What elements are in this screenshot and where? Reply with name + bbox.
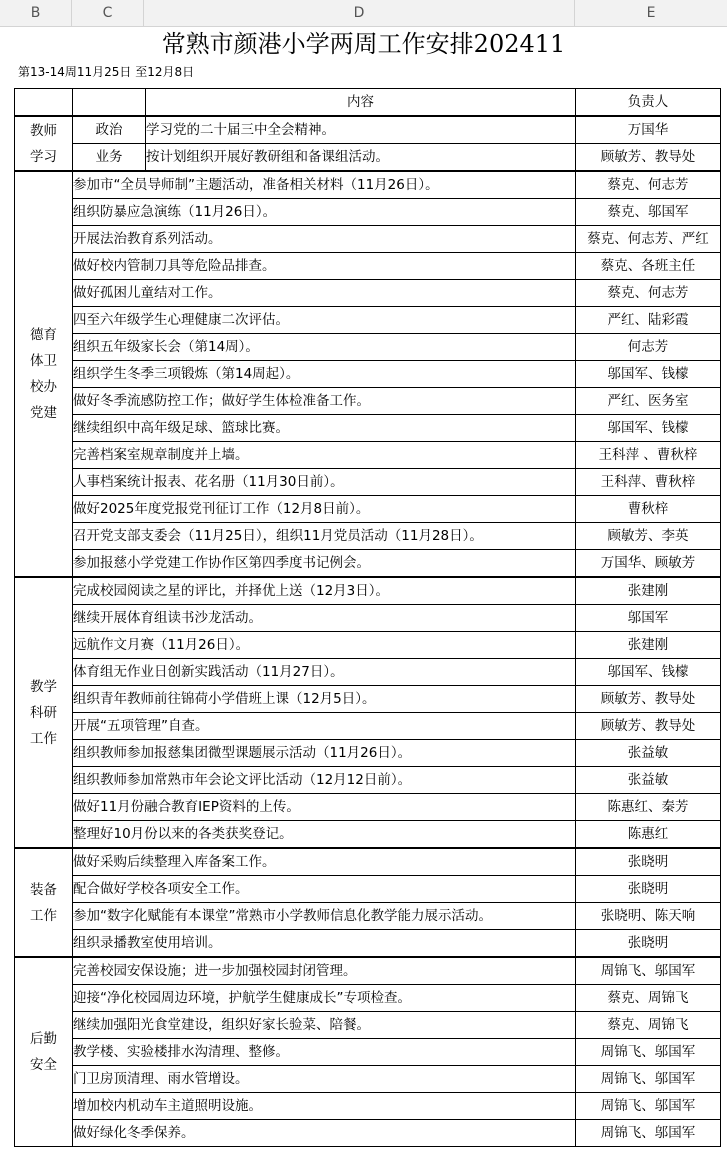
owner-cell: 顾敏芳、教导处 — [576, 713, 721, 740]
task-cell: 组织防暴应急演练（11月26日）。 — [73, 199, 576, 226]
category-label: 工作 — [30, 907, 57, 924]
category-cell — [15, 957, 73, 1147]
task-cell: 组织五年级家长会（第14周）。 — [73, 334, 576, 361]
task-cell: 做好校内管制刀具等危险品排查。 — [73, 253, 576, 280]
table-row — [15, 632, 721, 659]
task-cell: 配合做好学校各项安全工作。 — [73, 876, 576, 903]
owner-cell: 周锦飞、邬国军 — [576, 1120, 721, 1147]
table-row — [15, 1039, 721, 1066]
category-label: 教学 — [30, 678, 57, 695]
task-cell: 学习党的二十届三中全会精神。 — [146, 116, 576, 144]
table-row — [15, 388, 721, 415]
table-row — [15, 199, 721, 226]
owner-cell: 严红、陆彩霞 — [576, 307, 721, 334]
spreadsheet-column-header-bar — [0, 0, 727, 27]
owner-cell: 万国华、顾敏芳 — [576, 550, 721, 578]
owner-cell: 严红、医务室 — [576, 388, 721, 415]
category-cell — [15, 171, 73, 577]
task-cell: 继续加强阳光食堂建设，组织好家长验菜、陪餐。 — [73, 1012, 576, 1039]
owner-cell: 曹秋梓 — [576, 496, 721, 523]
document-title: 常熟市颜港小学两周工作安排202411 — [161, 30, 566, 58]
owner-cell: 顾敏芳、教导处 — [576, 686, 721, 713]
category-label: 装备 — [30, 881, 57, 898]
task-cell: 做好绿化冬季保养。 — [73, 1120, 576, 1147]
owner-cell: 邬国军 — [576, 605, 721, 632]
table-row — [15, 1066, 721, 1093]
task-cell: 教学楼、实验楼排水沟清理、整修。 — [73, 1039, 576, 1066]
task-cell: 按计划组织开展好教研组和备课组活动。 — [146, 144, 576, 172]
task-cell: 组织学生冬季三项锻炼（第14周起）。 — [73, 361, 576, 388]
table-row — [15, 903, 721, 930]
owner-cell: 何志芳 — [576, 334, 721, 361]
table-row — [15, 334, 721, 361]
category-label: 后勤 — [30, 1031, 57, 1047]
owner-cell: 陈惠红 — [576, 821, 721, 849]
schedule-table — [14, 88, 721, 1147]
task-cell: 开展法治教育系列活动。 — [73, 226, 576, 253]
subcategory-cell: 政治 — [73, 116, 146, 144]
task-cell: 做好11月份融合教育IEP资料的上传。 — [73, 794, 576, 821]
owner-cell: 周锦飞、邬国军 — [576, 1066, 721, 1093]
table-row — [15, 659, 721, 686]
table-row — [15, 415, 721, 442]
owner-cell: 周锦飞、邬国军 — [576, 1039, 721, 1066]
task-cell: 开展“五项管理”自查。 — [73, 713, 576, 740]
category-label: 德育 — [30, 327, 57, 343]
task-cell: 组织教师参加常熟市年会论文评比活动（12月12日前）。 — [73, 767, 576, 794]
table-row — [15, 740, 721, 767]
owner-cell: 周锦飞、邬国军 — [576, 1093, 721, 1120]
table-row — [15, 1093, 721, 1120]
category-label: 科研 — [30, 704, 57, 721]
table-row — [15, 307, 721, 334]
owner-cell: 蔡克、各班主任 — [576, 253, 721, 280]
owner-cell: 蔡克、何志芳、严红 — [576, 226, 721, 253]
header-blank-cell — [15, 89, 73, 117]
table-row — [15, 1012, 721, 1039]
task-cell: 完成校园阅读之星的评比，并择优上送（12月3日）。 — [73, 577, 576, 605]
owner-cell: 张晓明 — [576, 848, 721, 876]
column-header-e[interactable]: E — [646, 5, 656, 21]
table-row — [15, 523, 721, 550]
table-row — [15, 361, 721, 388]
header-content: 内容 — [146, 89, 576, 117]
owner-cell: 张益敏 — [576, 767, 721, 794]
table-row — [15, 605, 721, 632]
task-cell: 组织录播教室使用培训。 — [73, 930, 576, 958]
category-label: 工作 — [30, 730, 57, 747]
task-cell: 召开党支部支委会（11月25日），组织11月党员活动（11月28日）。 — [73, 523, 576, 550]
task-cell: 四至六年级学生心理健康二次评估。 — [73, 307, 576, 334]
task-cell: 参加市“全员导师制”主题活动，准备相关材料（11月26日）。 — [73, 171, 576, 199]
owner-cell: 蔡克、何志芳 — [576, 171, 721, 199]
task-cell: 体育组无作业日创新实践活动（11月27日）。 — [73, 659, 576, 686]
table-row — [15, 226, 721, 253]
owner-cell: 张益敏 — [576, 740, 721, 767]
owner-cell: 顾敏芳、李英 — [576, 523, 721, 550]
table-row — [15, 957, 721, 985]
owner-cell: 王科萍、曹秋梓 — [576, 469, 721, 496]
owner-cell: 蔡克、周锦飞 — [576, 1012, 721, 1039]
category-cell — [15, 577, 73, 848]
table-row — [15, 1120, 721, 1147]
task-cell: 做好孤困儿童结对工作。 — [73, 280, 576, 307]
table-row — [15, 171, 721, 199]
task-cell: 迎接“净化校园周边环境，护航学生健康成长”专项检查。 — [73, 985, 576, 1012]
header-blank-cell — [73, 89, 146, 117]
task-cell: 人事档案统计报表、花名册（11月30日前）。 — [73, 469, 576, 496]
category-cell — [15, 848, 73, 957]
table-row — [15, 686, 721, 713]
owner-cell: 王科萍 、曹秋梓 — [576, 442, 721, 469]
table-row — [15, 469, 721, 496]
table-row — [15, 577, 721, 605]
owner-cell: 蔡克、何志芳 — [576, 280, 721, 307]
owner-cell: 陈惠红、秦芳 — [576, 794, 721, 821]
table-row — [15, 550, 721, 578]
table-row — [15, 280, 721, 307]
table-row — [15, 876, 721, 903]
category-label: 教师 — [30, 122, 57, 139]
task-cell: 做好采购后续整理入库备案工作。 — [73, 848, 576, 876]
table-row — [15, 496, 721, 523]
task-cell: 远航作文月赛（11月26日）。 — [73, 632, 576, 659]
task-cell: 做好2025年度党报党刊征订工作（12月8日前）。 — [73, 496, 576, 523]
task-cell: 完善档案室规章制度并上墙。 — [73, 442, 576, 469]
owner-cell: 万国华 — [576, 116, 721, 144]
table-row — [15, 144, 721, 172]
table-row — [15, 794, 721, 821]
owner-cell: 张晓明 — [576, 876, 721, 903]
table-row — [15, 253, 721, 280]
subcategory-cell: 业务 — [73, 144, 146, 172]
table-header-row — [15, 89, 721, 117]
table-row — [15, 848, 721, 876]
task-cell: 做好冬季流感防控工作；做好学生体检准备工作。 — [73, 388, 576, 415]
table-row — [15, 985, 721, 1012]
task-cell: 参加“数字化赋能有本课堂”常熟市小学教师信息化教学能力展示活动。 — [73, 903, 576, 930]
category-label: 校办 — [30, 379, 57, 395]
header-owner: 负责人 — [576, 89, 721, 117]
column-header-d[interactable]: D — [144, 0, 575, 26]
owner-cell: 邬国军、钱檬 — [576, 659, 721, 686]
task-cell: 组织青年教师前往锦荷小学借班上课（12月5日）。 — [73, 686, 576, 713]
category-label: 体卫 — [30, 353, 57, 369]
task-cell: 继续开展体育组读书沙龙活动。 — [73, 605, 576, 632]
category-label: 学习 — [30, 148, 57, 165]
owner-cell: 张晓明 — [576, 930, 721, 958]
date-range-subtitle: 第13-14周11月25日 至12月8日 — [18, 65, 195, 79]
table-row — [15, 821, 721, 849]
owner-cell: 顾敏芳、教导处 — [576, 144, 721, 172]
owner-cell: 邬国军、钱檬 — [576, 415, 721, 442]
table-row — [15, 930, 721, 958]
task-cell: 增加校内机动车主道照明设施。 — [73, 1093, 576, 1120]
category-label: 党建 — [30, 405, 57, 421]
task-cell: 组织教师参加报慈集团微型课题展示活动（11月26日）。 — [73, 740, 576, 767]
category-cell — [15, 116, 73, 171]
table-row — [15, 767, 721, 794]
owner-cell: 邬国军、钱檬 — [576, 361, 721, 388]
owner-cell: 张建刚 — [576, 577, 721, 605]
column-header-b[interactable]: B — [0, 0, 72, 26]
owner-cell: 张晓明、陈天响 — [576, 903, 721, 930]
task-cell: 参加报慈小学党建工作协作区第四季度书记例会。 — [73, 550, 576, 578]
task-cell: 门卫房顶清理、雨水管增设。 — [73, 1066, 576, 1093]
table-row — [15, 442, 721, 469]
owner-cell: 周锦飞、邬国军 — [576, 957, 721, 985]
task-cell: 继续组织中高年级足球、篮球比赛。 — [73, 415, 576, 442]
owner-cell: 蔡克、周锦飞 — [576, 985, 721, 1012]
column-header-c[interactable]: C — [72, 0, 144, 26]
task-cell: 完善校园安保设施；进一步加强校园封闭管理。 — [73, 957, 576, 985]
owner-cell: 蔡克、邬国军 — [576, 199, 721, 226]
owner-cell: 张建刚 — [576, 632, 721, 659]
task-cell: 整理好10月份以来的各类获奖登记。 — [73, 821, 576, 849]
table-row — [15, 116, 721, 144]
table-row — [15, 713, 721, 740]
category-label: 安全 — [30, 1057, 57, 1073]
